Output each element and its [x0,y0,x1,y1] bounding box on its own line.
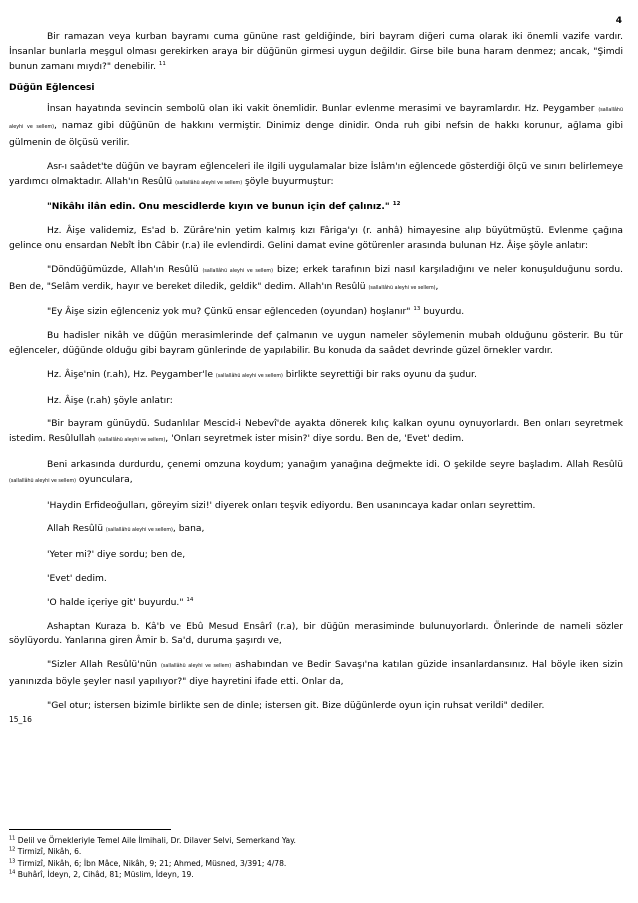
paragraph-hz-aise: Hz. Âişe validemiz, Es'ad b. Zürâre'nin yetim kalmış kızı Fâriga'yı (r. anhâ) himayesine alıp büyütmüştü. Evlenme çağına gelince onu ensardan Nebît İbn Câbir (r.a) ile evlendirdi. Gelini damat evine götürenler arasında bulunan Hz. Âişe şöyle anlatır: [9,226,623,251]
paragraph-raks-oyunu: Hz. Âişe'nin (r.ah), Hz. Peygamber'le (sallallâhü aleyhi ve sellem) birlikte seyrettiği bir raks oyunu da şudur. [47,369,477,380]
footnote-14: $^{14}$ Buhârî, İdeyn, 2, Cihâd, 81; Müslim, İdeyn, 19. [9,869,194,879]
paragraph-hadisler: Bu hadisler nikâh ve düğün merasimlerinde def çalmanın ve uygun nameler söylemenin mubah olduğunu gösterir. Bu tür eğlenceler, düğünde olduğu gibi bayram günlerinde de yapılabilir. Bu konuda da saâdet devrinde güzel örnekler vardır. [9,331,623,356]
salutation-note: (sallallâhü aleyhi ve sellem) [98,438,166,444]
quote-iceriye-git: 'O halde içeriye git' buyurdu." $^{14}$ [47,596,194,608]
footnote-ref-15-16: 15_16 [9,714,32,724]
quote-allah-resulu-bana: Allah Resûlü (sallallâhü aleyhi ve sellem), bana, [47,524,205,535]
salutation-note: (sallallâhü aleyhi ve sellem) [202,268,273,274]
footnotes [9,829,623,880]
footnote-ref-12[interactable]: 12 [392,201,401,208]
quote-yeter-mi: 'Yeter mi?' diye sordu; ben de, [47,550,186,561]
footnote-divider [9,829,171,830]
quote-erfideogullari: 'Haydin Erfideoğulları, göreyim sizi!' diyerek onları teşvik ediyordu. Ben usanıncaya kadar onları seyrettim. [47,500,536,511]
quote-sizler: "Sizler Allah Resûlü'nün (sallallâhü aleyhi ve sellem) ashabından ve Bedir Savaşı'na katılan güzide insanlardansınız. Hal böyle iken sizin yanınızda böyle şeyler nasıl yapılıyor?" diye hayretini ifade etti. Onlar da, [9,660,623,687]
quote-evet: 'Evet' dedim. [47,573,107,584]
hadith-nikah-ilan: "Nikâhı ilân edin. Onu mescidlerde kıyın ve bunun için def çalınız." $^{12}$ [47,201,401,213]
footnote-ref-13[interactable]: 13 [413,306,421,313]
quote-gel-otur: "Gel otur; istersen bizimle birlikte sen de dinle; istersen git. Bize düğünlerde oyun için ruhsat verildi" dediler. [47,700,545,711]
paragraph-kuraza: Ashaptan Kuraza b. Kâ'b ve Ebû Mesud Ensârî (r.a), bir düğün merasiminde bulunuyorlardı. Önlerinde de nameli sözler söylüyordu. Yanlarına giren Âmir b. Sa'd, duruma şaşırdı ve, [9,621,623,647]
salutation-note: (sallallâhü aleyhi ve sellem) [9,478,77,484]
footnote-11: $^{11}$ Delil ve Örnekleriyle Temel Aile İlmihali, Dr. Dilaver Selvi, Semerkand Yay. [9,835,296,845]
quote-arkasinda: Beni arkasında durdurdu, çenemi omzuna koydum; yanağım yanağına değmekte idi. O şekilde seyre başladım. Allah Resûlü (sallallâhü aleyhi ve sellem) oyunculara, [9,459,623,485]
salutation-note: (sallallâhü aleyhi ve sellem) [175,180,243,186]
quote-ey-aise: "Ey Âişe sizin eğlenceniz yok mu? Çünkü ensar eğlenceden (oyundan) hoşlanır" $^{13}$ buyurdu. [47,306,465,318]
paragraph-bayram-cuma: Bir ramazan veya kurban bayramı cuma gününe rast geldiğinde, biri bayram diğeri cuma olarak iki önemli vazife vardır. İnsanlar bunlarla meşgul olması gerekirken araya bir düğünün girmesi uygun değildir. Girse bile buna haram denmez; ancak, "Şimdi bunun zamanı mıydı?" denebilir. $^{11}$ [9,32,623,72]
footnote-ref-11[interactable]: 11 [158,60,166,67]
salutation-note: (sallallâhü aleyhi ve sellem) [105,528,173,534]
footnote-ref-14[interactable]: 14 [186,596,194,603]
paragraph-aise-anlatir: Hz. Âişe (r.ah) şöyle anlatır: [47,395,173,406]
page-number: 4 [615,16,622,26]
salutation-note: (sallallâhü aleyhi ve sellem) [9,108,624,131]
salutation-note: (sallallâhü aleyhi ve sellem) [368,285,436,291]
quote-donusumuzde: "Döndüğümüzde, Allah'ın Resûlü (sallallâhü aleyhi ve sellem) bize; erkek tarafının bizi nasıl karşıladığını ve neler konuşulduğunu sordu. Ben de, "Selâm verdik, hayır ve bereket diledik, geldik" dedim. Allah'ın Resûlü (sallallâhü aleyhi ve sellem), [9,264,624,292]
quote-bayram-gunu: "Bir bayram günüydü. Sudanlılar Mescid-i Nebevî'de ayakta dönerek kılıç kalkan oyunu oynuyorlardı. Ben onları seyretmek istedim. Resûlullah (sallallâhü aleyhi ve sellem), 'Onları seyretmek ister misin?' diye sordu. Ben de, 'Evet' dedim. [9,419,623,445]
section-heading: Düğün Eğlencesi [9,83,95,94]
salutation-note: (sallallâhü aleyhi ve sellem) [161,664,232,670]
paragraph-asr-i-saadet: Asr-ı saâdet'te düğün ve bayram eğlenceleri ile ilgili uygulamalar bize İslâm'ın eğlencede gösterdiği ölçü ve sınırı belirlemeye yardımcı olmaktadır. Allah'ın Resûlü (sallallâhü aleyhi ve sellem) şöyle buyurmuştur: [9,161,623,187]
paragraph-sevinc: İnsan hayatında sevincin sembolü olan iki vakit önemlidir. Bunlar evlenme merasimi ve bayramlardır. Hz. Peygamber (sallallâhü aleyhi ve sellem), namaz gibi düğünün de hakkını vermiştir. Dinimiz denge dinidir. Onda ruh gibi nefsin de hakkı korunur, ağlama gibi gülmenin de ölçüsü verilir. [9,104,624,148]
document-body [9,30,623,724]
salutation-note: (sallallâhü aleyhi ve sellem) [215,373,283,379]
footnote-13: $^{13}$ Tirmizî, Nikâh, 6; İbn Mâce, Nikâh, 9; 21; Ahmed, Müsned, 3/391; 4/78. [9,858,287,868]
footnote-12: $^{12}$ Tirmizî, Nikâh, 6. [9,846,82,857]
